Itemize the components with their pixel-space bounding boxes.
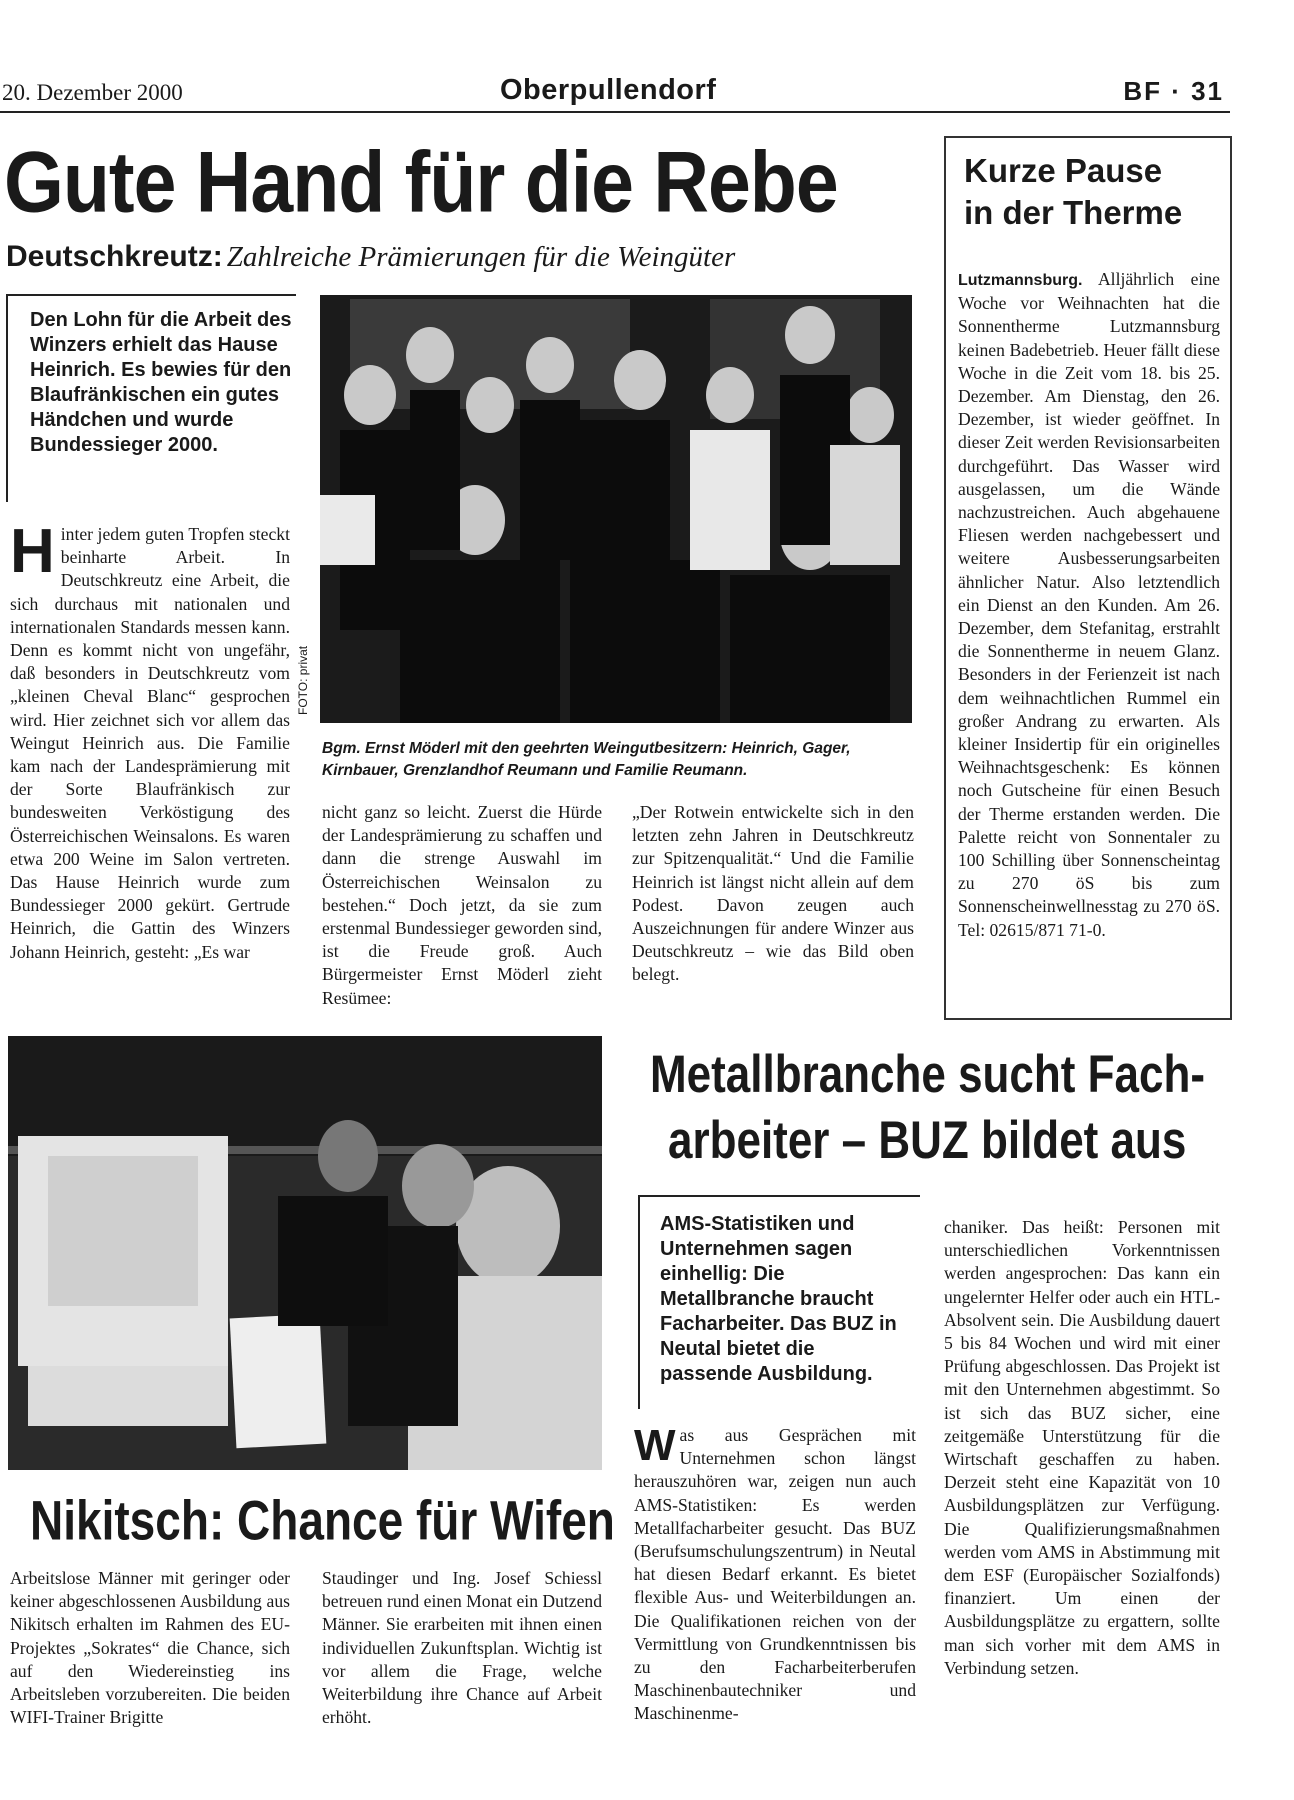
metall-headline-1: Metallbranche sucht Fach- <box>650 1045 1206 1104</box>
header-rule <box>0 111 1230 113</box>
metall-column-1 <box>634 1421 916 1726</box>
article-lead: Den Lohn für die Arbeit des Winzers erhielt das Hause Heinrich. Es bewies für den Blaufränkischen ein gutes Händchen und wurde Bundessieger 2000. <box>30 309 292 456</box>
sidebar-body: Alljährlich eine Woche vor Weihnachten hat die Sonnentherme Lutzmannsburg keinen Badebetrieb. Heuer fällt diese Woche in die Zeit vom 18. bis 25. Dezember. Am Dienstag, den 26. Dezember, ist wieder geöffnet. In dieser Zeit werden Revisionsarbeiten durchgeführt. Das Wasser wird ausgelassen, um die Wände nachzustreichen. Auch abgehauene Fliesen werden nachgebessert und weitere Ausbesserungsarbeiten ähnlicher Natur. Also letztendlich ein Dienst an den Kunden. Am 26. Dezember, dem Stefanitag, erstrahlt die Sonnentherme in neuem Glanz. Besonders in der Ferienzeit ist nach dem weihnachtlichen Rummel ein großer Andrang zu erwarten. Als kleiner Insidertip für ein originelles Weihnachtsgeschenk: Es können noch Gutscheine für einen Besuch der Therme erstanden werden. Die Palette reicht von Sonnentaler zu 100 Schilling über Sonnenscheintag zu 270 öS bis zum Sonnenscheinwellnesstag zu 270 öS. Tel: 02615/871 71-0. <box>958 269 1220 940</box>
computer-class-photo <box>8 1036 602 1470</box>
metall-lead-rule-top <box>638 1195 920 1197</box>
column-1-text: inter jedem guten Tropfen steckt beinharte Arbeit. In Deutschkreutz eine Arbeit, die sich durchaus mit nationalen und internationalen Standards messen kann. Denn es kommt nicht von ungefähr, daß besonders in Deutschkreutz vom „kleinen Cheval Blanc“ gesprochen wird. Hier zeichnet sich vor allem das Weingut Heinrich aus. Die Familie kam nach der Landesprämierung mit der Sorte Blaufränkisch zur bundesweiten Verköstigung des Österreichischen Weinsalons. Es waren etwa 200 Weine im Salon vertreten. Das Hause Heinrich wurde zum Bundessieger 2000 gekürt. Gertrude Heinrich, die Gattin des Winzers Johann Heinrich, gesteht: „Es war <box>10 524 290 962</box>
sidebar-text <box>958 268 1220 942</box>
metall-lead-rule-left <box>638 1195 640 1409</box>
article-column-1 <box>10 517 290 964</box>
article-column-3: „Der Rotwein entwickelte sich in den letzten zehn Jahren in Deutschkreutz zur Spitzenqualität.“ Und die Familie Heinrich ist längst nicht allein auf dem Podest. Davon zeugen auch Auszeichnungen für andere Winzer aus Deutschkreutz – wie das Bild oben belegt. <box>632 802 914 985</box>
group-photo-image <box>320 295 912 723</box>
metall-column-2: chaniker. Das heißt: Personen mit unterschiedlichen Vorkenntnissen werden angesprochen: Das kann ein ungelernter Helfer oder auch ein HTL-Absolvent sein. Die Ausbildung dauert 5 bis 84 Wochen und wird mit einer Prüfung abgeschlossen. Das Projekt ist mit den Unternehmen abgestimmt. So ist sich das BUZ sicher, eine zeitgemäße Unterstützung für die Wirtschaft geschaffen zu haben. Derzeit steht eine Kapazität von 10 Ausbildungsplätzen zur Verfügung. Die Qualifizierungsmaßnahmen werden vom AMS in Abstimmung mit dem ESF (Europäischer Sozialfonds) finanziert. Um einen der Ausbildungsplätze zu ergattern, sollte man sich vorher mit dem AMS in Verbindung setzen. <box>944 1217 1220 1678</box>
photo-credit: FOTO: privat <box>296 645 310 715</box>
lead-rule-top <box>6 294 296 296</box>
metall-headline-2: arbeiter – BUZ bildet aus <box>668 1111 1187 1170</box>
section-title: Oberpullendorf <box>500 74 717 106</box>
metall-column-1-text: as aus Gesprächen mit Unternehmen schon längst herauszuhören war, zeigen nun auch AMS-Statistiken: Es werden Metallfacharbeiter gesucht. Das BUZ (Berufsumschulungszentrum) in Neutal hat diesen Bedarf erkannt. Es bietet flexible Aus- und Weiterbildungen an. Die Qualifikationen reichen von der Vermittlung von Grundkenntnissen bis zu den Facharbeiterberufen Maschinenbautechniker und Maschinenme- <box>634 1425 916 1724</box>
article-column-2: nicht ganz so leicht. Zuerst die Hürde der Landesprämierung zu schaffen und dann die strenge Auswahl im Österreichischen Weinsalon zu bestehen.“ Doch jetzt, da sie zum erstenmal Bundessieger geworden sind, ist die Freude groß. Auch Bürgermeister Ernst Möderl zieht Resümee: <box>322 802 602 1008</box>
group-photo <box>320 295 912 723</box>
photo-caption: Bgm. Ernst Möderl mit den geehrten Weingutbesitzern: Heinrich, Gager, Kirnbauer, Grenzlandhof Reumann und Familie Reumann. <box>322 740 851 779</box>
lead-rule-left <box>6 294 8 502</box>
page-number: BF · 31 <box>1123 76 1224 106</box>
nikitsch-headline: Nikitsch: Chance für Wifen <box>30 1489 615 1552</box>
subhead-place: Deutschkreutz: <box>6 240 223 273</box>
metall-drop-cap: W <box>634 1421 676 1470</box>
nikitsch-column-2: Staudinger und Ing. Josef Schiessl betreuen rund einen Monat ein Dutzend Männer. Sie erarbeiten mit ihnen einen individuellen Zukunftsplan. Wichtig ist vor allem die Frage, welche Weiterbildung ihre Chance auf Arbeit erhöht. <box>322 1568 602 1728</box>
metall-lead: AMS-Statistiken und Unternehmen sagen einhellig: Die Metallbranche braucht Facharbeiter. Das BUZ in Neutal bietet die passende Ausbildung. <box>660 1213 897 1385</box>
subhead-text: Zahlreiche Prämierungen für die Weingüter <box>226 241 736 273</box>
drop-cap: H <box>10 517 55 586</box>
nikitsch-column-1: Arbeitslose Männer mit geringer oder keiner abgeschlossenen Ausbildung aus Nikitsch erhalten im Rahmen des EU-Projektes „Sokrates“ die Chance, sich auf den Wiedereinstieg ins Arbeitsleben vorzubereiten. Die beiden WIFI-Trainer Brigitte <box>10 1568 290 1728</box>
sidebar-headline: Kurze Pause in der Therme <box>964 152 1183 231</box>
sidebar-place: Lutzmannsburg. <box>958 272 1083 289</box>
issue-date: 20. Dezember 2000 <box>2 80 183 105</box>
article-headline: Gute Hand für die Rebe <box>4 134 838 231</box>
article-subhead <box>6 240 735 274</box>
computer-class-image <box>8 1036 602 1470</box>
